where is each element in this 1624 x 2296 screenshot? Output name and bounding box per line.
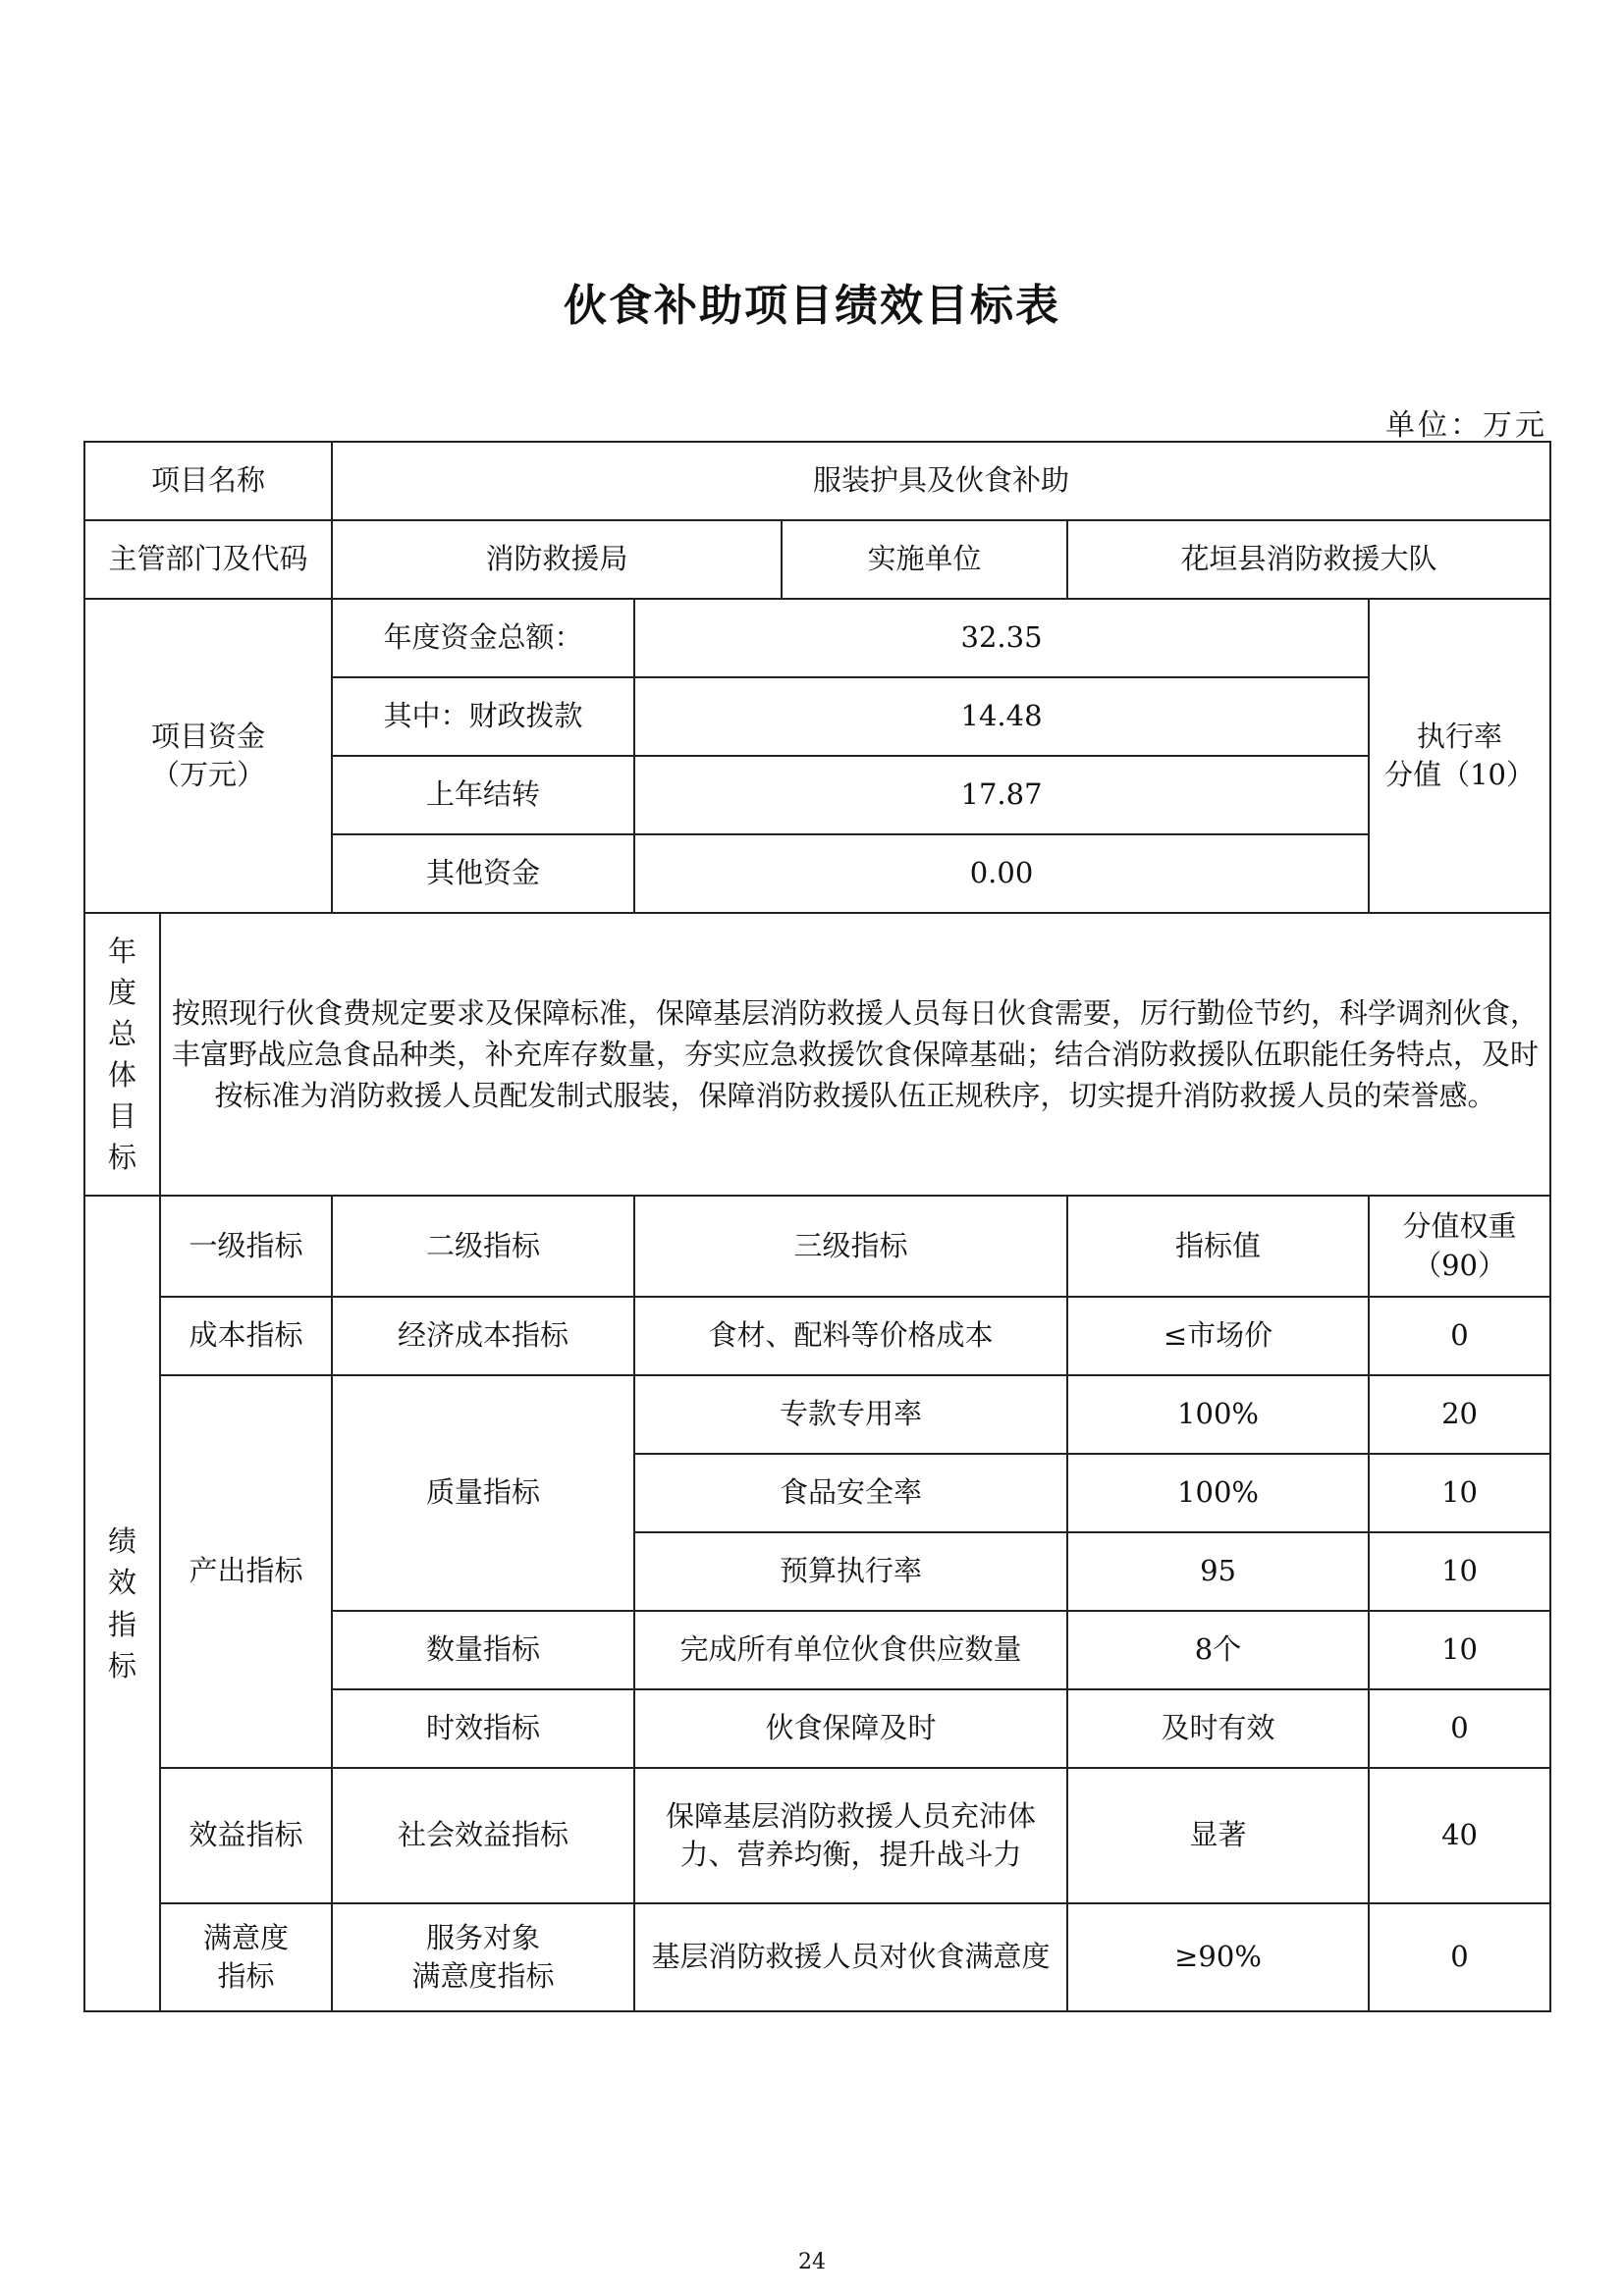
funds-label-line1: 项目资金 [151,719,266,753]
quantity-level3: 完成所有单位伙食供应数量 [634,1611,1067,1689]
page-title: 伙食补助项目绩效目标表 [564,281,1060,331]
department-label: 主管部门及代码 [84,520,332,599]
funds-other-value: 0.00 [634,834,1369,913]
indicators-side-label-text: 绩效指标 [107,1524,136,1682]
funds-total-value: 32.35 [634,599,1369,677]
header-weight-line1: 分值权重 [1402,1209,1517,1244]
satisfaction-level1-line1: 满意度 [203,1920,290,1954]
funds-carryover-value: 17.87 [634,756,1369,834]
satisfaction-level2-line2: 满意度指标 [411,1959,555,1993]
quantity-level2: 数量指标 [332,1611,634,1689]
header-level2: 二级指标 [332,1196,634,1297]
satisfaction-level2-line1: 服务对象 [426,1920,541,1954]
funds-fiscal-value: 14.48 [634,677,1369,756]
quality-weight: 10 [1369,1454,1550,1532]
quality-weight: 10 [1369,1532,1550,1611]
indicator-header-row [84,1196,1550,1297]
quality-value: 95 [1067,1532,1369,1611]
funds-label-line2: （万元） [151,758,266,791]
satisfaction-weight: 0 [1369,1903,1550,2011]
timeliness-level2: 时效指标 [332,1689,634,1768]
satisfaction-level1-line2: 指标 [217,1959,275,1993]
annual-goal-label-text: 年度总体目标 [107,934,136,1175]
benefit-weight: 40 [1369,1768,1550,1903]
funds-carryover-label: 上年结转 [332,756,634,834]
indicators-side-label [84,1196,160,2011]
quality-weight: 20 [1369,1375,1550,1454]
satisfaction-level3: 基层消防救援人员对伙食满意度 [634,1903,1067,2011]
annual-goal-text: 按照现行伙食费规定要求及保障标准，保障基层消防救援人员每日伙食需要，厉行勤俭节约，科学调剂伙食， 丰富野战应急食品种类，补充库存数量，夯实应急救援饮食保障基础；结合消防救援队伍职能任务特点，及时按标准为消防救援人员配发制式服装，保障消防救援队伍正规秩序，切实提升消防救援人员的荣誉感。 [160,913,1550,1196]
cost-weight: 0 [1369,1297,1550,1375]
header-weight-line2: （90） [1413,1248,1506,1282]
page-number: 24 [798,2250,826,2274]
department-row [84,520,1550,599]
project-name-value: 服装护具及伙食补助 [332,442,1550,520]
execution-rate-line2: 分值（10） [1384,758,1535,791]
cost-level3: 食材、配料等价格成本 [634,1297,1067,1375]
quantity-value: 8个 [1067,1611,1369,1689]
benefit-level3: 保障基层消防救援人员充沛体力、营养均衡，提升战斗力 [634,1768,1067,1903]
funds-label [84,599,332,913]
quality-level2: 质量指标 [332,1375,634,1611]
project-name-label: 项目名称 [84,442,332,520]
funds-total-label: 年度资金总额： [332,599,634,677]
funds-total-row [84,599,1550,677]
unit-label: 单位：万元 [1385,408,1547,443]
satisfaction-level1 [160,1903,332,2011]
benefit-level2: 社会效益指标 [332,1768,634,1903]
execution-rate-line1: 执行率 [1417,719,1503,753]
quality-level3: 预算执行率 [634,1532,1067,1611]
implementing-unit-label: 实施单位 [782,520,1067,599]
quantity-weight: 10 [1369,1611,1550,1689]
quality-value: 100% [1067,1454,1369,1532]
table-row [84,1903,1550,2011]
benefit-value: 显著 [1067,1768,1369,1903]
implementing-unit-value: 花垣县消防救援大队 [1067,520,1550,599]
timeliness-weight: 0 [1369,1689,1550,1768]
cost-level1: 成本指标 [160,1297,332,1375]
department-value: 消防救援局 [332,520,782,599]
timeliness-value: 及时有效 [1067,1689,1369,1768]
header-value: 指标值 [1067,1196,1369,1297]
output-level1: 产出指标 [160,1375,332,1768]
quality-level3: 食品安全率 [634,1454,1067,1532]
annual-goal-row [84,913,1550,1196]
cost-value: ≤市场价 [1067,1297,1369,1375]
quality-level3: 专款专用率 [634,1375,1067,1454]
benefit-level1: 效益指标 [160,1768,332,1903]
satisfaction-level2 [332,1903,634,2011]
header-level3: 三级指标 [634,1196,1067,1297]
table-row [84,1768,1550,1903]
funds-other-label: 其他资金 [332,834,634,913]
header-weight [1369,1196,1550,1297]
funds-fiscal-label: 其中：财政拨款 [332,677,634,756]
project-name-row [84,442,1550,520]
quality-value: 100% [1067,1375,1369,1454]
table-row [84,1375,1550,1454]
annual-goal-label [84,913,160,1196]
timeliness-level3: 伙食保障及时 [634,1689,1067,1768]
table-row [84,1297,1550,1375]
performance-table [83,441,1551,2012]
execution-rate-label [1369,599,1550,913]
satisfaction-value: ≥90% [1067,1903,1369,2011]
header-level1: 一级指标 [160,1196,332,1297]
cost-level2: 经济成本指标 [332,1297,634,1375]
